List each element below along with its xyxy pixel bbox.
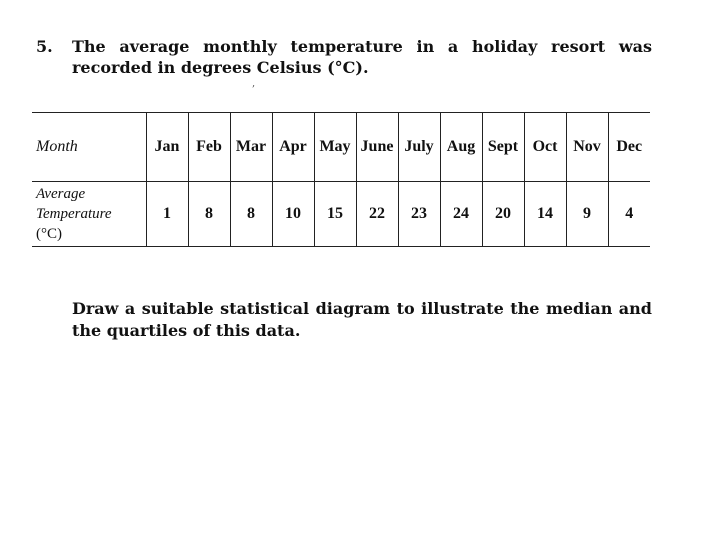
month-cell: Oct: [524, 113, 566, 182]
month-row-header: Month: [32, 113, 146, 182]
question-text: The average monthly temperature in a holiday resort was recorded in degrees Celsius (°C).: [72, 37, 652, 77]
instruction-text: Draw a suitable statistical diagram to illustrate the median and the quartiles of this data.: [72, 299, 652, 340]
temperature-row: [32, 182, 650, 247]
month-cell: Mar: [230, 113, 272, 182]
month-cell: Jan: [146, 113, 188, 182]
month-cell: Apr: [272, 113, 314, 182]
month-cell: Nov: [566, 113, 608, 182]
month-cell: May: [314, 113, 356, 182]
temperature-cell: 14: [524, 182, 566, 247]
temperature-row-header: [32, 182, 146, 247]
temperature-cell: 22: [356, 182, 398, 247]
month-cell: Dec: [608, 113, 650, 182]
temperature-cell: 9: [566, 182, 608, 247]
temperature-table: [32, 112, 650, 247]
month-cell: Sept: [482, 113, 524, 182]
stray-mark: ,: [252, 78, 256, 89]
temp-label-line2: Temperature: [36, 206, 112, 222]
temperature-cell: 24: [440, 182, 482, 247]
month-row: [32, 113, 650, 182]
temp-label-unit: (°C): [36, 226, 62, 242]
temperature-cell: 1: [146, 182, 188, 247]
temperature-cell: 23: [398, 182, 440, 247]
temperature-cell: 8: [230, 182, 272, 247]
question-number: 5.: [36, 37, 53, 56]
month-cell: June: [356, 113, 398, 182]
temperature-cell: 10: [272, 182, 314, 247]
month-cell: July: [398, 113, 440, 182]
temperature-cell: 4: [608, 182, 650, 247]
month-cell: Feb: [188, 113, 230, 182]
temp-label-line1: Average: [36, 186, 86, 202]
month-cell: Aug: [440, 113, 482, 182]
temperature-cell: 20: [482, 182, 524, 247]
temperature-cell: 8: [188, 182, 230, 247]
temperature-cell: 15: [314, 182, 356, 247]
